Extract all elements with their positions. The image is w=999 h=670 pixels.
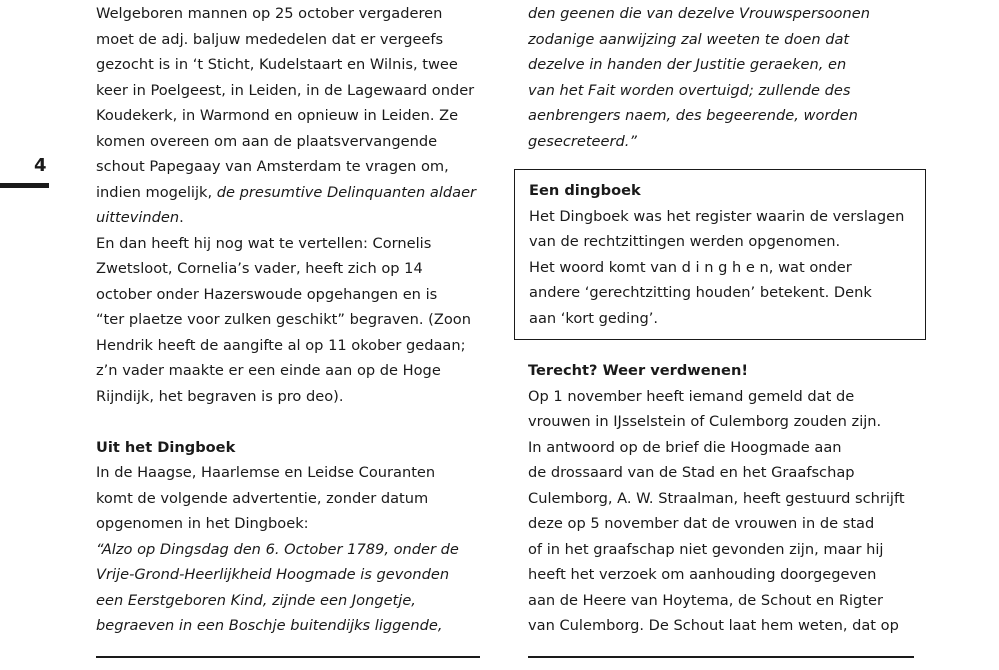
section-heading: Uit het Dingboek [96, 438, 236, 456]
quote-line: begraeven in een Boschje buitendijks liggende, [96, 617, 443, 634]
text-line: van Culemborg. De Schout laat hem weten, dat op [528, 617, 899, 634]
text-segment: indien mogelijk, [96, 183, 217, 201]
text-line: Op 1 november heeft iemand gemeld dat de [528, 387, 855, 405]
info-box [514, 169, 926, 340]
text-line: In de Haagse, Haarlemse en Leidse Couranten [96, 464, 436, 481]
text-line: of in het graafschap niet gevonden zijn, maar hij [528, 540, 884, 558]
text-line: komen overeen om aan de plaatsvervangende [96, 132, 438, 150]
quote-line: “Alzo op Dingsdag den 6. October 1789, onder de [96, 540, 459, 558]
section-heading: Terecht? Weer verdwenen! [528, 362, 748, 379]
text-line: moet de adj. baljuw mededelen dat er vergeefs [96, 30, 444, 48]
quote-line: van het Fait worden overtuigd; zullende des [528, 81, 851, 99]
text-line: “ter plaetze voor zulken geschikt” begraven. (Zoon [96, 311, 471, 328]
text-line: opgenomen in het Dingboek: [96, 515, 309, 532]
text-line: En dan heeft hij nog wat te vertellen: Cornelis [96, 234, 432, 252]
italic-quote-segment: de presumtive Delinquanten aldaer [216, 183, 477, 201]
info-box-title: Een dingboek [529, 182, 641, 199]
page-number: 4 [34, 155, 47, 176]
text-line: Welgeboren mannen op 25 october vergaderen [96, 5, 443, 22]
text-line: Het woord komt van d i n g h e n, wat onder [529, 258, 852, 276]
text-line: z’n vader maakte er een einde aan op de Hoge [96, 362, 441, 379]
footer-rule-right [528, 656, 914, 658]
text-segment: . [179, 209, 184, 226]
text-line: Zwetsloot, Cornelia’s vader, heeft zich op 14 [96, 260, 423, 277]
quote-line: den geenen die van dezelve Vrouwspersoonen [528, 5, 870, 22]
text-line: gezocht is in ‘t Sticht, Kudelstaart en Wilnis, twee [96, 56, 458, 73]
text-line: Koudekerk, in Warmond en opnieuw in Leiden. Ze [96, 107, 459, 124]
text-line [96, 205, 496, 231]
text-line: Rijndijk, het begraven is pro deo). [96, 387, 344, 405]
text-line: aan ‘kort geding’. [529, 309, 658, 327]
left-column [96, 1, 496, 639]
text-line: van de rechtzittingen werden opgenomen. [529, 233, 841, 250]
quote-line: dezelve in handen der Justitie geraeken, en [528, 56, 847, 73]
text-line: Het Dingboek was het register waarin de verslagen [529, 207, 905, 225]
right-column-lower [528, 358, 928, 639]
quote-line: een Eerstgeboren Kind, zijnde een Jongetje, [96, 591, 416, 609]
text-line: Hendrik heeft de aangifte al op 11 okober gedaan; [96, 336, 466, 354]
quote-line: Vrije-Grond-Heerlijkheid Hoogmade is gevonden [96, 566, 450, 583]
footer-rule-left [96, 656, 480, 658]
text-line: andere ‘gerechtzitting houden’ betekent. Denk [529, 284, 872, 301]
text-line: october onder Hazerswoude opgehangen en is [96, 285, 438, 303]
right-column [528, 1, 928, 154]
text-line: heeft het verzoek om aanhouding doorgegeven [528, 566, 877, 583]
italic-quote-segment: uittevinden [96, 209, 180, 226]
text-line: aan de Heere van Hoytema, de Schout en Rigter [528, 591, 884, 609]
text-line: de drossaard van de Stad en het Graafschap [528, 464, 855, 481]
page-number-bar [0, 183, 49, 188]
text-line: In antwoord op de brief die Hoogmade aan [528, 438, 842, 456]
text-line: Culemborg, A. W. Straalman, heeft gestuurd schrijft [528, 489, 905, 507]
text-line: vrouwen in IJsselstein of Culemborg zouden zijn. [528, 413, 882, 430]
text-line: komt de volgende advertentie, zonder datum [96, 489, 429, 507]
quote-line: aenbrengers naem, des begeerende, worden [528, 107, 858, 124]
quote-line: gesecreteerd.” [528, 132, 637, 150]
text-line: deze op 5 november dat de vrouwen in de stad [528, 515, 875, 532]
text-line [96, 180, 496, 206]
quote-line: zodanige aanwijzing zal weeten te doen dat [528, 30, 850, 48]
text-line: schout Papegaay van Amsterdam te vragen om, [96, 158, 449, 175]
text-line: keer in Poelgeest, in Leiden, in de Lagewaard onder [96, 81, 475, 99]
paragraph-gap [96, 409, 496, 435]
info-box-content [529, 178, 904, 331]
